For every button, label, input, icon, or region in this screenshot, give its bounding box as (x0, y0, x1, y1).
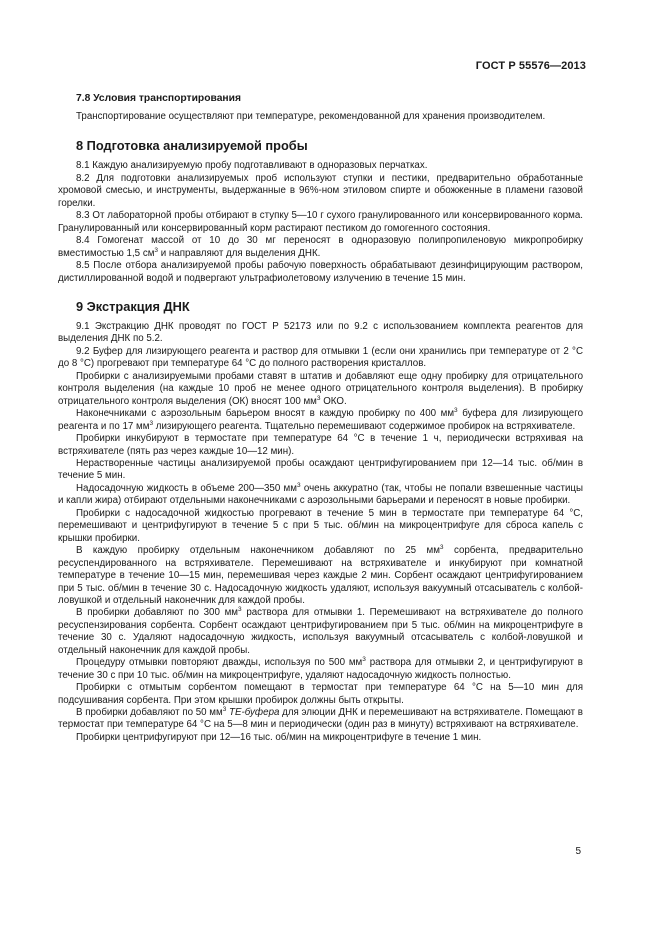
paragraph: Надосадочную жидкость в объеме 200—350 $мм^3$ очень аккуратно (так, чтобы не попали взвешенные частицы и капли жира) отбирают отдельными наконечниками с аэрозольными барьерами и переносят в новые пробирки. (58, 481, 583, 507)
paragraph: 8.1 Каждую анализируемую пробу подготавливают в одноразовых перчатках. (76, 160, 428, 172)
paragraph: Пробирки с надосадочной жидкостью прогревают в течение 5 мин в термостате при температуре 64 °С, перемешивают и центрифугируют в течение 5 с при 5 тыс. об/мин на микроцентрифуге для сброса капель с крышки пробирки. (58, 507, 583, 544)
paragraph: Наконечниками с аэрозольным барьером вносят в каждую пробирку по 400 $мм^3$ буфера для лизирующего реагента и по 17 $мм^3$ лизирующего реагента. Тщательно перемешивают содержимое пробирок на встряхивателе. (58, 407, 583, 432)
paragraph: 8.5 После отбора анализируемой пробы рабочую поверхность обрабатывают дезинфицирующим раствором, дистиллированной водой и подвергают ультрафиолетовому излучению в течение 15 мин. (58, 260, 583, 284)
document-code-header: ГОСТ Р 55576—2013 (475, 60, 586, 72)
paragraph: 8.4 Гомогенат массой от 10 до 30 мг переносят в одноразовую полипропиленовую микропробирку вместимостью 1,5 $см^3$ и направляют для выделения ДНК. (58, 235, 583, 259)
paragraph: Пробирки с анализируемыми пробами ставят в штатив и добавляют еще одну пробирку для отрицательного контроля выделения (на каждые 10 проб не менее одного отрицательного контроля выделения). В пробирку отрицательного контроля выделения (ОК) вносят 100 $мм^3$ ОКО. (58, 370, 583, 407)
section-title-9: 9 Экстракция ДНК (76, 298, 190, 314)
paragraph: Процедуру отмывки повторяют дважды, используя по 500 $мм^3$ раствора для отмывки 2, и центрифугируют в течение 30 с при 10 тыс. об/мин на микроцентрифуге, удаляют надосадочную жидкость полностью. (58, 656, 583, 681)
paragraph: 9.2 Буфер для лизирующего реагента и раствор для отмывки 1 (если они хранились при температуре от 2 °С до 8 °С) прогревают при температуре 64 °С до полного растворения кристаллов. (58, 345, 583, 370)
paragraph: 9.1 Экстракцию ДНК проводят по ГОСТ Р 52173 или по 9.2 с использованием комплекта реагентов для выделения ДНК по 5.2. (58, 320, 583, 345)
paragraph: В пробирки добавляют по 300 $мм^3$ раствора для отмывки 1. Перемешивают на встряхивателе до полного ресуспензирования сорбента. Сорбент осаждают центрифугированием при 5 тыс. об/мин на микроцентрифуге в течение 30 с. Удаляют надосадочную жидкость, используя вакуумный отсасыватель с колбой-ловушкой и отдельный наконечник для каждой пробы. (58, 606, 584, 656)
page-content (58, 92, 583, 744)
paragraph: Пробирки с отмытым сорбентом помещают в термостат при температуре 64 °С на 5—10 мин для подсушивания сорбента. При этом крышки пробирок должны быть открыты. (58, 682, 583, 706)
paragraph: 8.3 От лабораторной пробы отбирают в ступку 5—10 г сухого гранулированного или консервированного корма. Гранулированный или консервированный корм растирают пестиком до гомогенного состояния. (58, 210, 583, 234)
paragraph: Транспортирование осуществляют при температуре, рекомендованной для хранения производителем. (76, 111, 546, 122)
paragraph: 8.2 Для подготовки анализируемых проб используют ступки и пестики, предварительно обработанные хромовой смесью, и инструменты, выдержанные в 96%-ном этиловом спирте и обожженные в пламени газовой горелки. (58, 172, 583, 209)
paragraph: Пробирки инкубируют в термостате при температуре 64 °С в течение 1 ч, периодически встряхивая на встряхивателе (пять раз через каждые 10—12 мин). (58, 433, 583, 457)
paragraph: Нерастворенные частицы анализируемой пробы осаждают центрифугированием при 12—14 тыс. об/мин в течение 5 мин. (58, 457, 583, 482)
section-title-8: 8 Подготовка анализируемой пробы (76, 138, 308, 154)
paragraph: В пробирки добавляют по 50 $мм^3$ ТЕ-буфера для элюции ДНК и перемешивают на встряхивателе. Помещают в термостат при температуре 64 °С на 5—8 мин и периодически (один раз в минуту) встряхивают на встряхивателе. (58, 706, 583, 731)
paragraph: Пробирки центрифугируют при 12—16 тыс. об/мин на микроцентрифуге в течение 1 мин. (76, 731, 482, 743)
page-number: 5 (575, 846, 581, 857)
paragraph: В каждую пробирку отдельным наконечником добавляют по 25 $мм^3$ сорбента, предварительно ресуспендированного на встряхивателе. Перемешивают на встряхивателе и инкубируют при комнатной температуре в течение 10—15 мин, перемешивая через каждые 2 мин. Сорбент осаждают центрифугированием при 5 тыс. об/мин в течение 30 с. Надосадочную жидкость удаляют, используя вакуумный отсасыватель с колбой-ловушкой и отдельный наконечник для каждой пробы. (58, 544, 583, 606)
subsection-title-7-8: 7.8 Условия транспортирования (76, 93, 241, 104)
